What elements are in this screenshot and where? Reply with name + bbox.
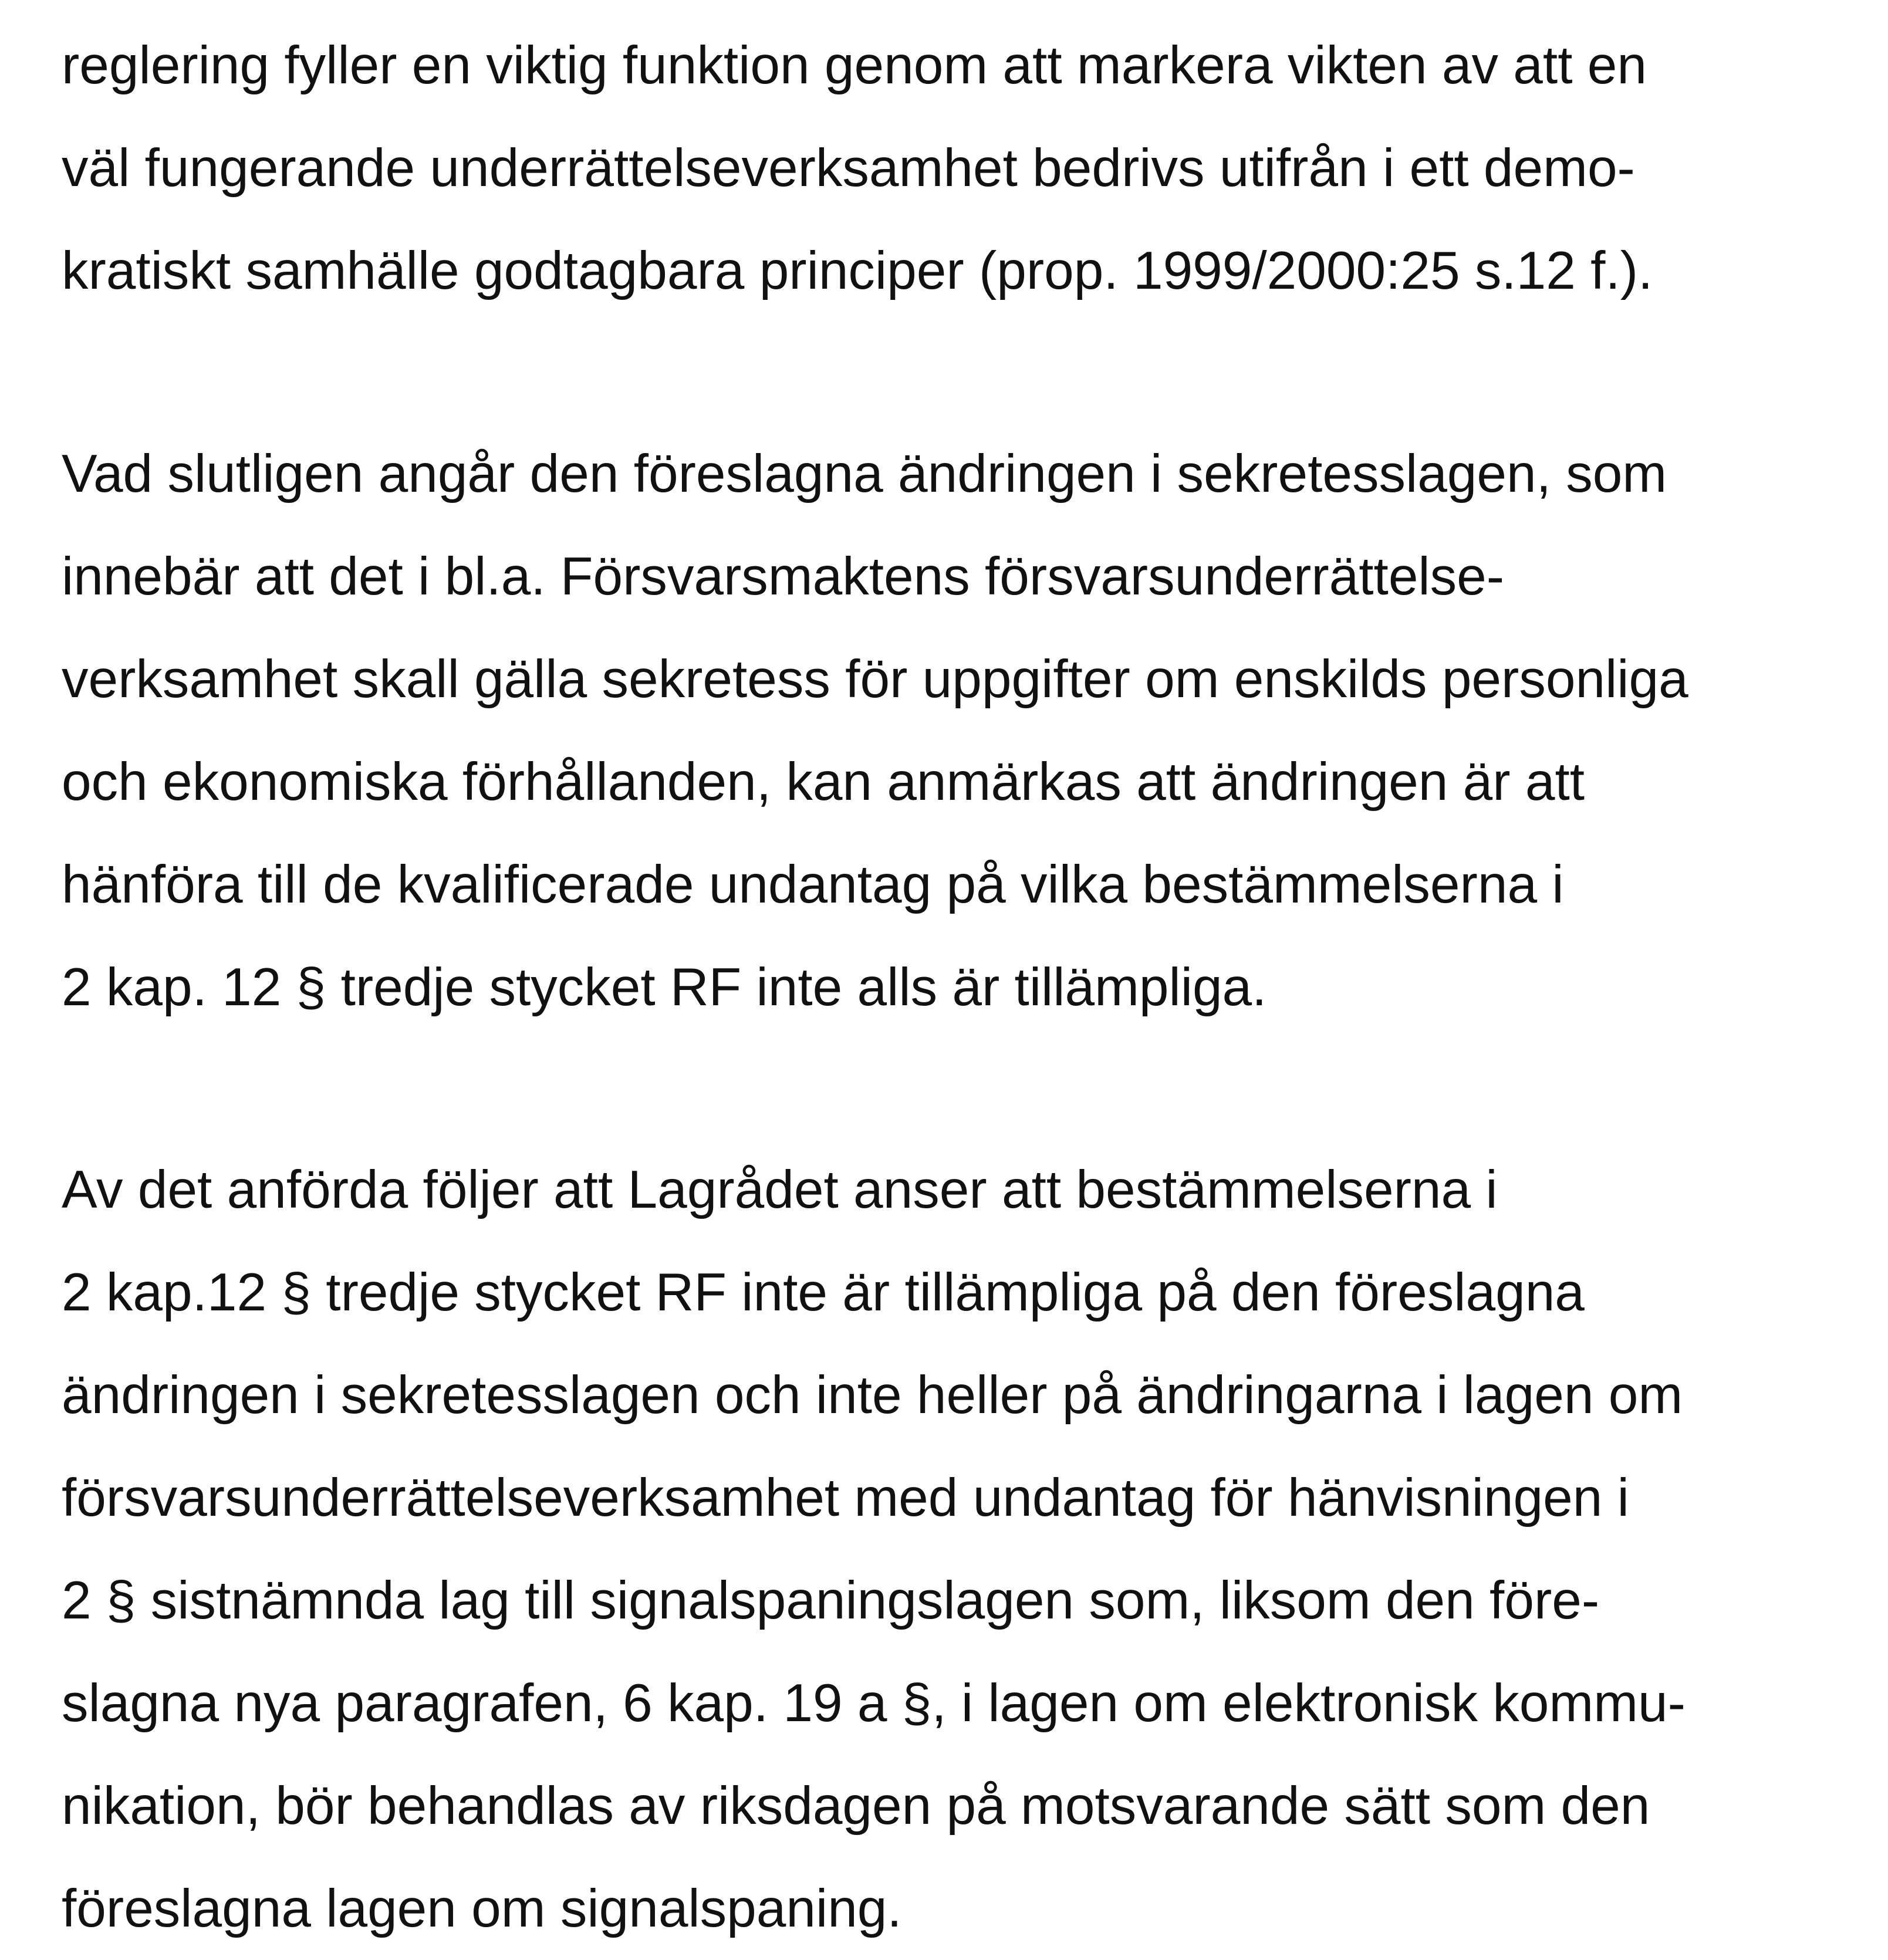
paragraph-2 (62, 423, 1857, 1039)
text-line: 2 § sistnämnda lag till signalspaningslagen som, liksom den före- (62, 1571, 1600, 1630)
text-line: ändringen i sekretesslagen och inte heller på ändringarna i lagen om (62, 1366, 1683, 1425)
text-line: och ekonomiska förhållanden, kan anmärkas att ändringen är att (62, 752, 1585, 812)
text-line: Av det anförda följer att Lagrådet anser att bestämmelserna i (62, 1160, 1498, 1219)
text-line: nikation, bör behandlas av riksdagen på motsvarande sätt som den (62, 1776, 1650, 1836)
paragraph-3 (62, 1138, 1857, 1960)
text-line: slagna nya paragrafen, 6 kap. 19 a §, i lagen om elektronisk kommu- (62, 1674, 1686, 1733)
text-line: 2 kap.12 § tredje stycket RF inte är tillämpliga på den föreslagna (62, 1263, 1585, 1322)
text-line: innebär att det i bl.a. Försvarsmaktens försvarsunderrättelse- (62, 547, 1505, 606)
paragraph-1 (62, 14, 1857, 322)
text-line: reglering fyller en viktig funktion genom att markera vikten av att en (62, 36, 1647, 95)
text-line: kratiskt samhälle godtagbara principer (prop. 1999/2000:25 s.12 f.). (62, 241, 1653, 300)
text-line: hänföra till de kvalificerade undantag på vilka bestämmelserna i (62, 855, 1564, 914)
text-line: 2 kap. 12 § tredje stycket RF inte alls är tillämpliga. (62, 958, 1267, 1017)
text-line: föreslagna lagen om signalspaning. (62, 1879, 902, 1938)
text-line: verksamhet skall gälla sekretess för uppgifter om enskilds personliga (62, 650, 1688, 709)
text-line: försvarsunderrättelseverksamhet med undantag för hänvisningen i (62, 1468, 1629, 1528)
text-line: väl fungerande underrättelseverksamhet bedrivs utifrån i ett demo- (62, 138, 1635, 198)
text-line: Vad slutligen angår den föreslagna ändringen i sekretesslagen, som (62, 444, 1667, 503)
